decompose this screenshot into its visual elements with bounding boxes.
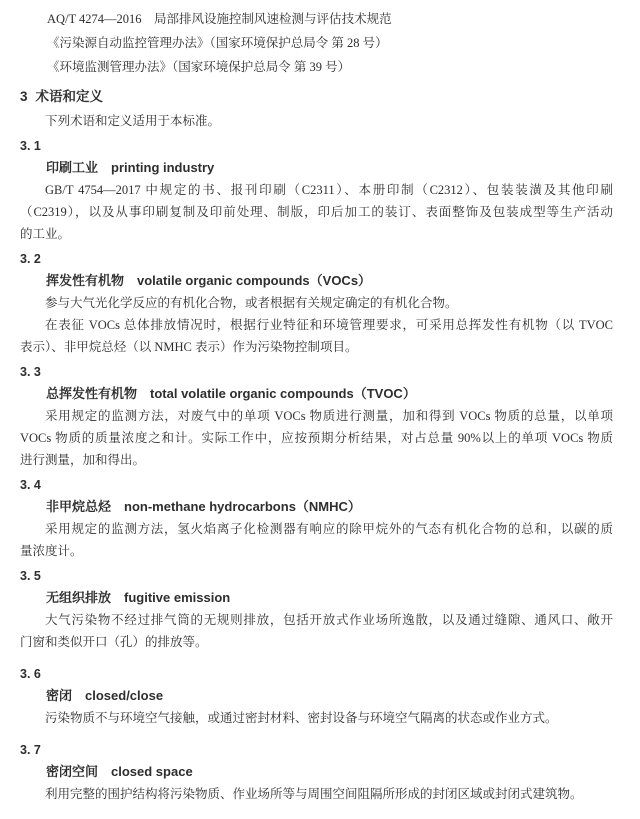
term-heading xyxy=(20,270,613,292)
paragraph-line: GB/T 4754—2017 中规定的书、报刊印刷（C2311）、本册印制（C2312）、包装装潢及其他印刷 xyxy=(45,183,613,197)
term-name-zh: 印刷工业 xyxy=(46,160,99,175)
chapter-number: 3 xyxy=(20,89,28,104)
definition-paragraph xyxy=(20,314,613,358)
paragraph-line: 污染物质不与环境空气接触，或通过密封材料、密封设备与环境空气隔离的状态或作业方式。 xyxy=(45,711,558,725)
terms-sections xyxy=(20,135,613,805)
paragraph-line: 大气污染物不经过排气筒的无规则排放，包括开放式作业场所逸散，以及通过缝隙、通风口、敞开 xyxy=(45,613,613,627)
section-number: 3. 3 xyxy=(20,365,41,379)
definition-paragraph xyxy=(20,707,613,729)
term-section xyxy=(20,361,613,471)
term-heading xyxy=(20,587,613,609)
definition-paragraph xyxy=(20,405,613,471)
term-name-en: closed space xyxy=(111,764,193,779)
term-heading xyxy=(20,685,613,707)
paragraph-line: （C2319），以及从事印刷复制及印前处理、制版，印后加工的装订、表面整饰及包装成型等生产活动 xyxy=(20,205,613,219)
paragraph-line: 参与大气光化学反应的有机化合物，或者根据有关规定确定的有机化合物。 xyxy=(45,296,458,310)
term-name-en: total volatile organic compounds（TVOC） xyxy=(150,386,416,401)
paragraph-line: VOCs 物质的质量浓度之和计。实际工作中，应按预期分析结果，对占总量 90%以上的单项 VOCs 物质 xyxy=(20,431,613,445)
section-number: 3. 4 xyxy=(20,478,41,492)
term-name-en: non-methane hydrocarbons（NMHC） xyxy=(124,499,361,514)
term-name-en: printing industry xyxy=(111,160,215,175)
paragraph-line: 在表征 VOCs 总体排放情况时，根据行业特征和环境管理要求，可采用总挥发性有机物（以 TVOC xyxy=(45,318,613,332)
term-section xyxy=(20,739,613,805)
term-name-en: closed/close xyxy=(85,688,164,703)
term-name-zh: 挥发性有机物 xyxy=(46,273,125,288)
section-number: 3. 1 xyxy=(20,139,41,153)
paragraph-line: 表示）、非甲烷总烃（以 NMHC 表示）作为污染物控制项目。 xyxy=(20,340,358,354)
term-name-zh: 密闭 xyxy=(46,688,73,703)
term-section xyxy=(20,248,613,358)
paragraph-line: 量浓度计。 xyxy=(20,544,83,558)
term-name-zh: 无组织排放 xyxy=(46,590,112,605)
section-number: 3. 6 xyxy=(20,667,41,681)
reference-list xyxy=(20,7,613,79)
term-heading xyxy=(20,496,613,518)
definition-paragraph xyxy=(20,609,613,653)
definition-paragraph xyxy=(20,292,613,314)
paragraph-line: 门窗和类似开口（孔）的排放等。 xyxy=(20,635,208,649)
paragraph-line: 采用规定的监测方法，氢火焰离子化检测器有响应的除甲烷外的气态有机化合物的总和，以碳的质 xyxy=(45,522,613,536)
term-section xyxy=(20,474,613,562)
term-name-en: volatile organic compounds（VOCs） xyxy=(137,273,372,288)
term-section xyxy=(20,663,613,729)
chapter-heading xyxy=(20,86,613,108)
term-name-zh: 非甲烷总烃 xyxy=(46,499,112,514)
section-number: 3. 7 xyxy=(20,743,41,757)
term-section xyxy=(20,135,613,245)
definition-paragraph xyxy=(20,518,613,562)
reference-item: 《污染源自动监控管理办法》（国家环境保护总局令 第 28 号） xyxy=(47,36,388,50)
term-heading xyxy=(20,157,613,179)
intro-paragraph: 下列术语和定义适用于本标准。 xyxy=(45,114,221,128)
paragraph-line: 的工业。 xyxy=(20,227,71,241)
paragraph-line: 采用规定的监测方法，对废气中的单项 VOCs 物质进行测量，加和得到 VOCs 物质的总量，以单项 xyxy=(45,409,613,423)
term-heading xyxy=(20,761,613,783)
definition-paragraph xyxy=(20,179,613,245)
paragraph-line: 进行测量，加和得出。 xyxy=(20,453,146,467)
definition-paragraph xyxy=(20,783,613,805)
paragraph-line: 利用完整的围护结构将污染物质、作业场所等与周围空间阻隔所形成的封闭区域或封闭式建筑物。 xyxy=(45,787,583,801)
reference-item: 《环境监测管理办法》（国家环境保护总局令 第 39 号） xyxy=(47,60,351,74)
reference-item: AQ/T 4274—2016 局部排风设施控制风速检测与评估技术规范 xyxy=(47,12,392,26)
term-section xyxy=(20,565,613,653)
section-number: 3. 5 xyxy=(20,569,41,583)
term-heading xyxy=(20,383,613,405)
term-name-en: fugitive emission xyxy=(124,590,231,605)
term-name-zh: 密闭空间 xyxy=(46,764,99,779)
section-number: 3. 2 xyxy=(20,252,41,266)
chapter-title: 术语和定义 xyxy=(35,89,104,104)
term-name-zh: 总挥发性有机物 xyxy=(46,386,138,401)
